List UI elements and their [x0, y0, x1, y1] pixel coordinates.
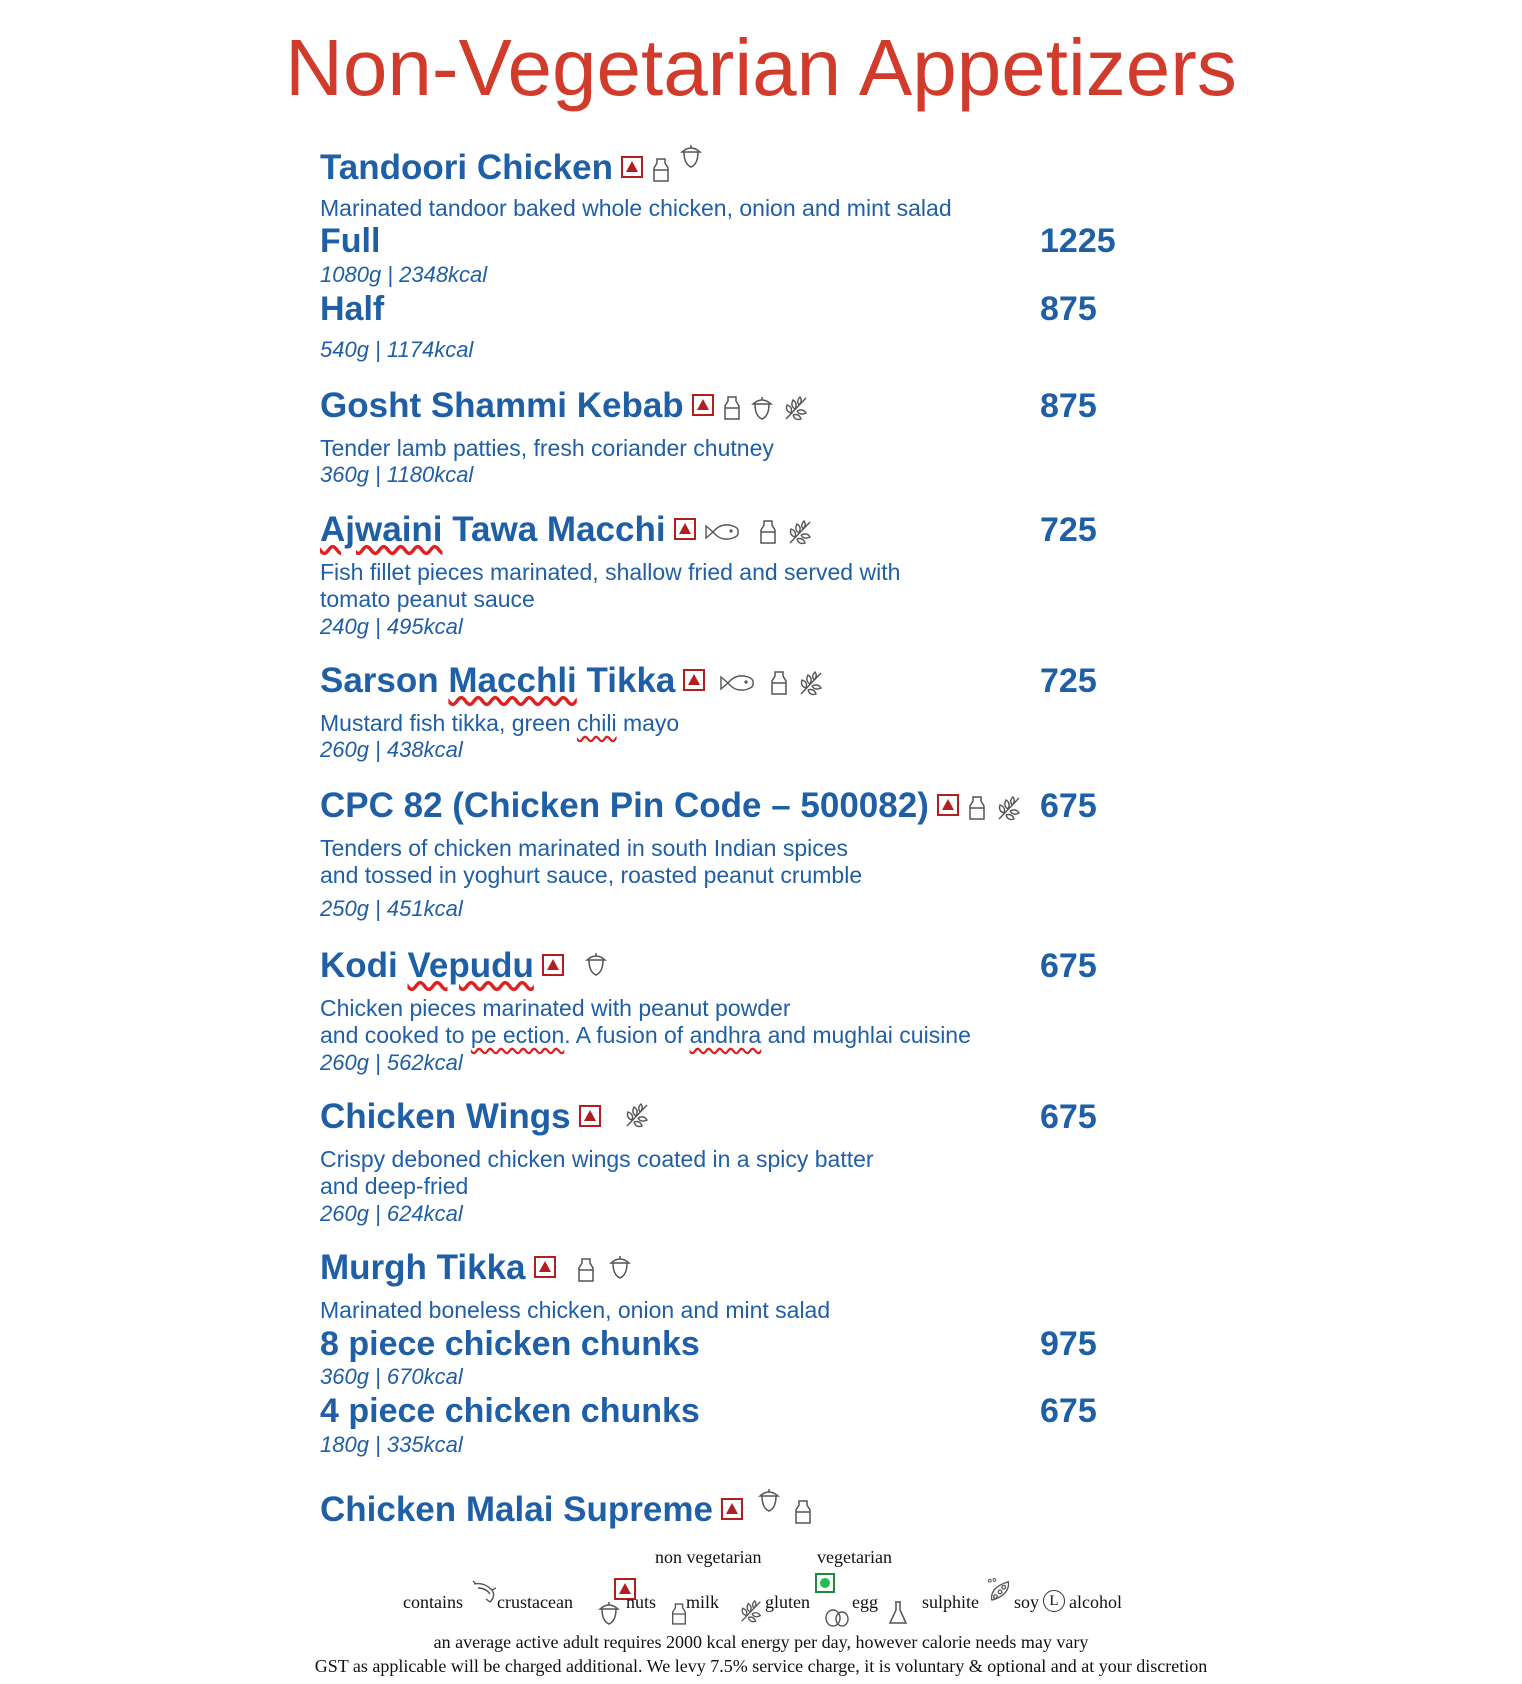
- item-kcal: 240g | 495kcal: [320, 614, 463, 639]
- item-price: 675: [1040, 947, 1097, 985]
- item-description: and cooked to pe ection. A fusion of andhra and mughlai cuisine: [320, 1022, 971, 1048]
- sulphite-icon: [888, 1600, 908, 1631]
- legend-nuts: nuts: [626, 1592, 657, 1612]
- item-name-text: Chicken Malai Supreme: [320, 1490, 713, 1529]
- variant-kcal: 1080g | 2348kcal: [320, 262, 488, 287]
- menu-item-name: [320, 946, 608, 986]
- variant-label: Full: [320, 222, 381, 260]
- variant-label: Half: [320, 290, 385, 328]
- menu-item-name: [320, 510, 814, 550]
- non-veg-icon: [721, 1498, 743, 1520]
- item-name-text: Tawa Macchi: [442, 510, 666, 549]
- item-description: Tender lamb patties, fresh coriander chutney: [320, 435, 774, 461]
- item-description: Fish fillet pieces marinated, shallow fried and served with: [320, 559, 901, 585]
- legend-crustacean: crustacean: [497, 1592, 573, 1612]
- variant-price: 975: [1040, 1325, 1097, 1363]
- item-kcal: 260g | 438kcal: [320, 737, 463, 762]
- item-kcal: 260g | 624kcal: [320, 1201, 463, 1226]
- non-veg-icon: [683, 669, 705, 691]
- soy-icon: [987, 1578, 1013, 1609]
- menu-item-name: [320, 1097, 651, 1137]
- legend-milk: milk: [686, 1592, 720, 1612]
- item-description: Tenders of chicken marinated in south Indian spices: [320, 835, 849, 861]
- item-description: Chicken pieces marinated with peanut powder: [320, 995, 791, 1021]
- nuts-icon: [757, 1487, 781, 1513]
- milk-icon: [758, 519, 778, 545]
- menu-item-name: [320, 786, 1023, 826]
- item-description: Marinated tandoor baked whole chicken, onion and mint salad: [320, 195, 952, 221]
- milk-icon: [576, 1257, 596, 1283]
- variant-label: 4 piece chicken chunks: [320, 1392, 700, 1430]
- variant-price: 1225: [1040, 222, 1116, 260]
- milk-icon: [967, 795, 987, 821]
- item-description: Mustard fish tikka, green chili mayo: [320, 710, 680, 736]
- item-name-text: Ajwaini: [320, 510, 443, 549]
- nuts-icon: [679, 143, 703, 169]
- footer-service-note: GST as applicable will be charged additional. We levy 7.5% service charge, it is voluntary & optional and at your discretion: [314, 1656, 1208, 1676]
- item-description: Crispy deboned chicken wings coated in a spicy batter: [320, 1146, 874, 1172]
- gluten-icon: [786, 518, 814, 546]
- milk-icon: [651, 157, 671, 183]
- nuts-icon: [750, 395, 774, 421]
- item-name-text: Tandoori Chicken: [320, 148, 613, 187]
- gluten-icon: [782, 394, 810, 422]
- item-description: and tossed in yoghurt sauce, roasted peanut crumble: [320, 862, 863, 888]
- fish-icon: [704, 522, 740, 542]
- variant-kcal: 360g | 670kcal: [320, 1364, 463, 1389]
- nuts-icon: [608, 1254, 632, 1280]
- non-veg-icon: [937, 794, 959, 816]
- variant-price: 875: [1040, 290, 1097, 328]
- menu-item-name: [320, 148, 703, 188]
- milk-icon: [793, 1499, 813, 1525]
- non-veg-icon: [621, 156, 643, 178]
- item-name-text: Chicken Wings: [320, 1097, 571, 1136]
- item-price: 675: [1040, 787, 1097, 825]
- item-description: tomato peanut sauce: [320, 586, 535, 612]
- crustacean-icon: [470, 1580, 498, 1611]
- item-price: 675: [1040, 1098, 1097, 1136]
- non-veg-icon: [692, 394, 714, 416]
- footer-calorie-note: an average active adult requires 2000 kcal energy per day, however calorie needs may vary: [433, 1632, 1089, 1652]
- item-name-text: Gosht Shammi Kebab: [320, 386, 684, 425]
- item-kcal: 360g | 1180kcal: [320, 462, 474, 487]
- menu-item-name: [320, 661, 825, 701]
- item-name-text: CPC 82 (Chicken Pin Code – 500082): [320, 786, 929, 825]
- variant-price: 675: [1040, 1392, 1097, 1430]
- veg-icon: [815, 1573, 835, 1593]
- milk-icon: [722, 395, 742, 421]
- variant-kcal: 540g | 1174kcal: [320, 337, 474, 362]
- nuts-icon: [584, 951, 608, 977]
- page-title: Non-Vegetarian Appetizers: [285, 23, 1237, 112]
- item-price: 725: [1040, 662, 1097, 700]
- legend-soy: soy: [1014, 1592, 1040, 1612]
- item-name-text: Sarson: [320, 661, 449, 700]
- item-name-text: Vepudu: [407, 946, 534, 985]
- item-name-text: Murgh Tikka: [320, 1248, 526, 1287]
- menu-item-name: [320, 1248, 632, 1288]
- non-veg-icon: [534, 1256, 556, 1278]
- gluten-icon: [623, 1101, 651, 1129]
- legend-non-veg-label: non vegetarian: [655, 1547, 762, 1567]
- menu-item-name: [320, 1490, 813, 1530]
- item-description: and deep-fried: [320, 1173, 469, 1199]
- non-veg-icon: [542, 954, 564, 976]
- fish-icon: [719, 673, 755, 693]
- legend-alcohol: alcohol: [1069, 1592, 1122, 1612]
- item-price: 875: [1040, 387, 1097, 425]
- legend-contains: contains: [403, 1592, 463, 1612]
- gluten-icon: [995, 794, 1023, 822]
- milk-icon: [769, 670, 789, 696]
- gluten-icon: [738, 1598, 764, 1629]
- gluten-icon: [797, 669, 825, 697]
- menu-item-name: [320, 386, 810, 426]
- variant-label: 8 piece chicken chunks: [320, 1325, 700, 1363]
- egg-icon: [824, 1606, 850, 1633]
- item-name-text: Kodi: [320, 946, 408, 985]
- legend-gluten: gluten: [765, 1592, 810, 1612]
- legend-egg: egg: [852, 1592, 878, 1612]
- legend-sulphite: sulphite: [922, 1592, 979, 1612]
- item-kcal: 260g | 562kcal: [320, 1050, 463, 1075]
- item-price: 725: [1040, 511, 1097, 549]
- legend-veg-label: vegetarian: [817, 1547, 892, 1567]
- item-name-text: Macchli: [448, 661, 577, 700]
- alcohol-icon: L: [1043, 1590, 1065, 1612]
- non-veg-icon: [674, 518, 696, 540]
- variant-kcal: 180g | 335kcal: [320, 1432, 463, 1457]
- nuts-icon: [597, 1600, 621, 1631]
- non-veg-icon: [579, 1105, 601, 1127]
- item-description: Marinated boneless chicken, onion and mint salad: [320, 1297, 831, 1323]
- item-name-text: Tikka: [576, 661, 676, 700]
- item-kcal: 250g | 451kcal: [320, 896, 463, 921]
